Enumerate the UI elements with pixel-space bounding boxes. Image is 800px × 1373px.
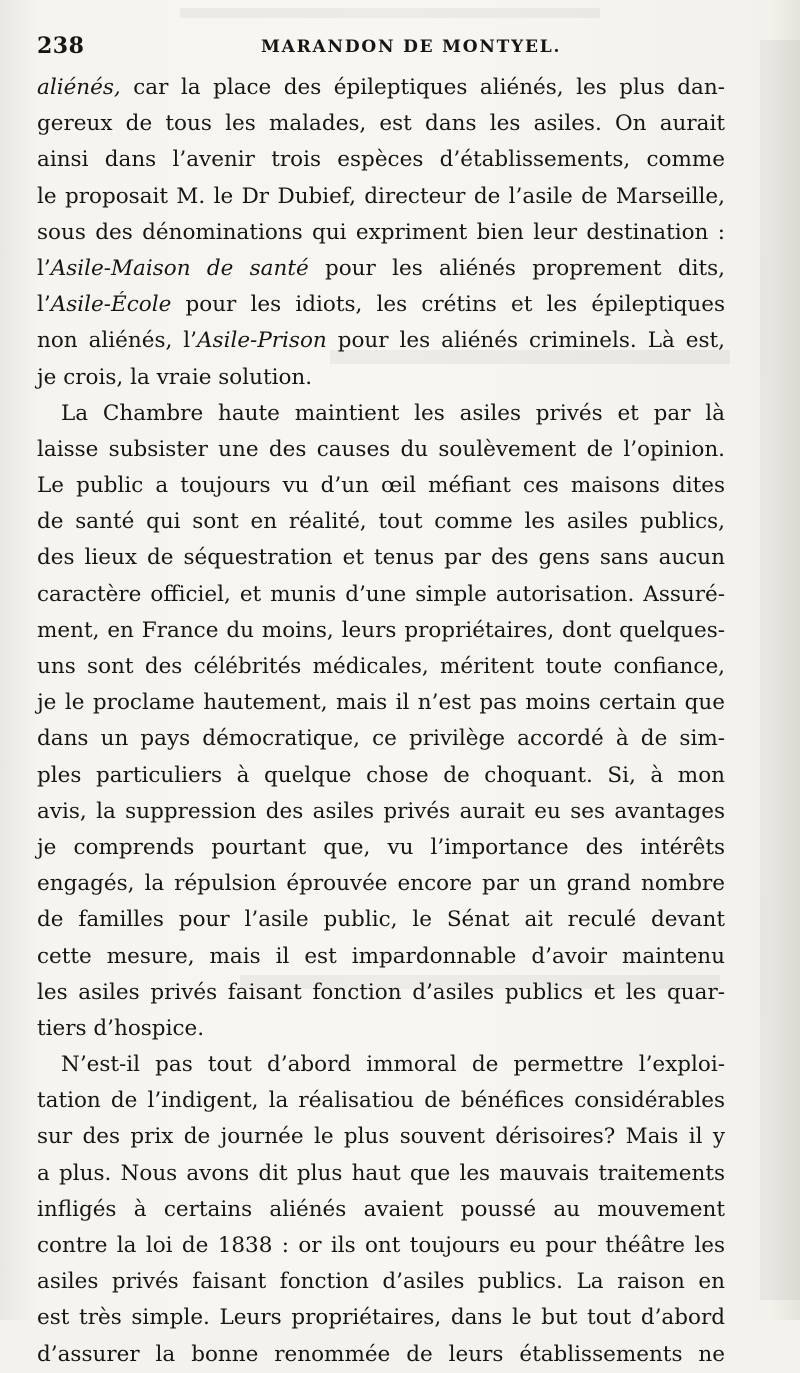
text-line	[37, 468, 725, 504]
line-text: N’est-il pas tout d’abord immoral de permettre l’exploi-	[61, 1052, 725, 1078]
line-text: pour les aliénés proprement dits,	[308, 255, 725, 281]
line-text: asiles privés faisant fonction d’asiles publics. La raison en	[37, 1269, 725, 1295]
text-line	[37, 721, 725, 757]
line-text: l’	[37, 255, 51, 281]
italic-term: Asile-École	[50, 292, 172, 318]
text-line	[37, 179, 725, 215]
line-text: des lieux de séquestration et tenus par des gens sans aucun	[37, 545, 725, 571]
line-text: pour les aliénés criminels. Là est,	[326, 328, 726, 354]
text-line	[37, 142, 725, 178]
text-line	[37, 866, 725, 902]
text-line	[37, 975, 725, 1011]
line-text: les asiles privés faisant fonction d’asiles publics et les quar-	[37, 979, 725, 1005]
line-text: a plus. Nous avons dit plus haut que les mauvais traitements	[37, 1160, 725, 1186]
text-line	[37, 1083, 725, 1119]
line-text: tation de l’indigent, la réalisatiou de bénéfices considérables	[37, 1088, 725, 1114]
line-text: uns sont des célébrités médicales, méritent toute confiance,	[37, 654, 725, 679]
line-text: non aliénés, l’	[37, 328, 198, 354]
line-text: d’assurer la bonne renommée de leurs établissements ne	[37, 1341, 725, 1367]
text-line	[37, 758, 725, 794]
italic-term: Asile-Prison	[197, 328, 327, 354]
text-line	[37, 540, 725, 576]
body-text	[37, 70, 725, 1373]
line-text: avis, la suppression des asiles privés aurait eu ses avantages	[37, 798, 725, 824]
line-text: contre la loi de 1838 : or ils ont toujours eu pour théâtre les	[37, 1233, 725, 1258]
line-text: ainsi dans l’avenir trois espèces d’établissements, comme	[37, 147, 725, 173]
running-head: MARANDON DE MONTYEL.	[261, 37, 562, 57]
line-text: La Chambre haute maintient les asiles privés et par là	[61, 400, 725, 426]
line-text: je crois, la vraie solution.	[37, 364, 313, 390]
line-text: sur des prix de journée le plus souvent dérisoires? Mais il y	[37, 1124, 725, 1150]
line-text: de santé qui sont en réalité, tout comme les asiles publics,	[37, 509, 725, 535]
line-text: ment, en France du moins, leurs propriétaires, dont quelques-	[37, 617, 725, 643]
text-line	[37, 1047, 725, 1083]
text-line	[37, 504, 725, 540]
text-line	[37, 1264, 725, 1300]
line-text: laisse subsister une des causes du soulèvement de l’opinion.	[37, 436, 725, 462]
page-header	[37, 33, 717, 63]
line-text: cette mesure, mais il est impardonnable d’avoir maintenu	[37, 943, 725, 969]
text-line	[37, 215, 725, 251]
text-line	[37, 396, 725, 432]
line-text: le proposait M. le Dr Dubief, directeur de l’asile de Marseille,	[37, 183, 725, 209]
line-text: je le proclame hautement, mais il n’est pas moins certain que	[37, 690, 725, 716]
text-line	[37, 106, 725, 142]
line-text: je comprends pourtant que, vu l’importance des intérêts	[37, 834, 725, 860]
text-line	[37, 613, 725, 649]
page-number: 238	[37, 33, 85, 59]
line-text: est très simple. Leurs propriétaires, dans le but tout d’abord	[37, 1305, 725, 1331]
text-line	[37, 1119, 725, 1155]
text-line	[37, 794, 725, 830]
text-line	[37, 360, 725, 396]
text-line	[37, 70, 725, 106]
line-text: engagés, la répulsion éprouvée encore par un grand nombre	[37, 871, 725, 897]
text-line	[37, 902, 725, 938]
text-line	[37, 1337, 725, 1373]
text-line	[37, 577, 725, 613]
line-text: infligés à certains aliénés avaient poussé au mouvement	[37, 1196, 725, 1222]
line-text: l’	[37, 292, 51, 318]
text-line	[37, 649, 725, 685]
line-text: de familles pour l’asile public, le Sénat ait reculé devant	[37, 907, 725, 933]
text-line	[37, 1228, 725, 1264]
text-line	[37, 685, 725, 721]
text-line	[37, 1300, 725, 1336]
text-line	[37, 323, 725, 359]
line-text: pour les idiots, les crétins et les épileptiques	[171, 292, 725, 318]
line-text: ples particuliers à quelque chose de choquant. Si, à mon	[37, 762, 725, 788]
text-line	[37, 251, 725, 287]
line-text: Le public a toujours vu d’un œil méfiant ces maisons dites	[37, 473, 725, 499]
italic-term: Asile-Maison de santé	[50, 255, 309, 281]
line-text: gereux de tous les malades, est dans les asiles. On aurait	[37, 111, 725, 137]
text-line	[37, 1156, 725, 1192]
text-line	[37, 1011, 725, 1047]
text-line	[37, 1192, 725, 1228]
text-line	[37, 830, 725, 866]
line-text: car la place des épileptiques aliénés, les plus dan-	[120, 75, 725, 100]
text-line	[37, 939, 725, 975]
text-line	[37, 432, 725, 468]
line-text: sous des dénominations qui expriment bien leur destination :	[37, 219, 725, 245]
italic-term: aliénés,	[37, 75, 121, 100]
line-text: caractère officiel, et munis d’une simple autorisation. Assuré-	[37, 581, 725, 607]
text-line	[37, 287, 725, 323]
line-text: dans un pays démocratique, ce privilège accordé à de sim-	[37, 726, 725, 752]
line-text: tiers d’hospice.	[37, 1015, 205, 1041]
